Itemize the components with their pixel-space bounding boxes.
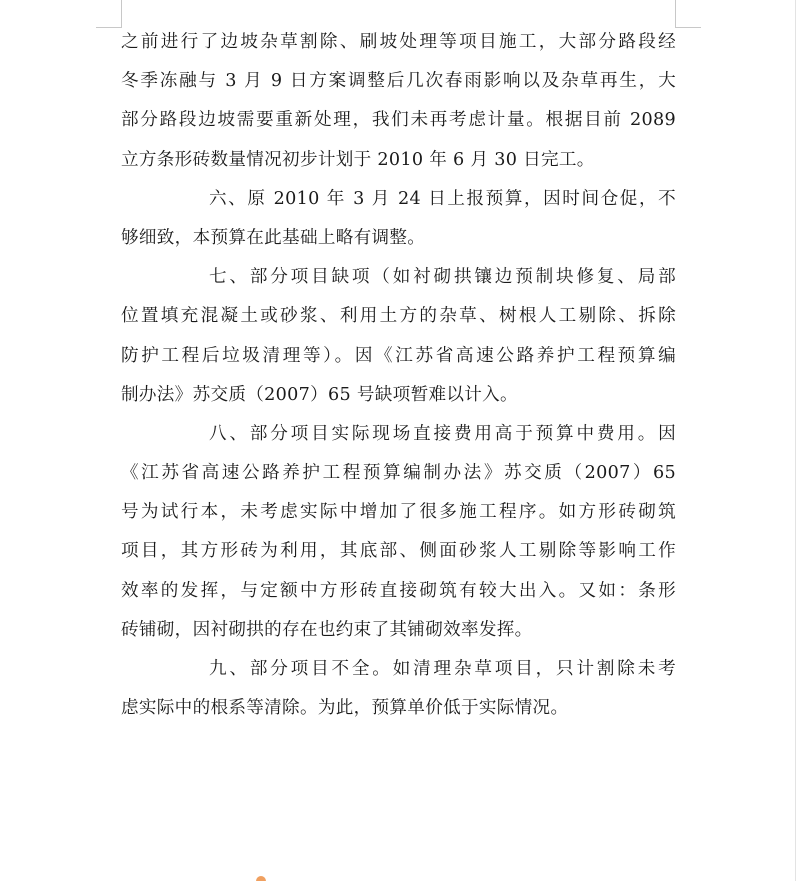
text-line: 虑实际中的根系等清除。为此，预算单价低于实际情况。 [121, 698, 569, 719]
text-line: 七、部分项目缺项（如衬砌拱镶边预制块修复、局部 [209, 267, 676, 288]
text-line: 够细致，本预算在此基础上略有调整。 [121, 227, 426, 248]
edit-marker-icon [256, 876, 266, 881]
text-line: 《江苏省高速公路养护工程预算编制办法》苏交质（2007）65 [121, 463, 676, 484]
text-line: 效率的发挥，与定额中方形砖直接砌筑有较大出入。又如：条形 [121, 580, 676, 601]
text-line: 九、部分项目不全。如清理杂草项目，只计割除未考 [209, 659, 676, 679]
crop-mark-top-right-horizontal [675, 27, 701, 28]
text-line: 冬季冻融与 3 月 9 日方案调整后几次春雨影响以及杂草再生，大 [121, 71, 676, 92]
text-line: 项目，其方形砖为利用，其底部、侧面砂浆人工剔除等影响工作 [121, 541, 676, 562]
crop-mark-top-left-horizontal [96, 27, 122, 28]
text-line: 防护工程后垃圾清理等）。因《江苏省高速公路养护工程预算编 [121, 345, 676, 366]
text-line: 六、原 2010 年 3 月 24 日上报预算，因时间仓促，不 [209, 188, 676, 209]
text-line: 部分路段边坡需要重新处理，我们未再考虑计量。根据目前 2089 [121, 110, 676, 131]
text-line: 立方条形砖数量情况初步计划于 2010 年 6 月 30 日完工。 [121, 149, 595, 170]
text-line: 砖铺砌，因衬砌拱的存在也约束了其铺砌效率发挥。 [121, 619, 533, 640]
document-body[interactable] [121, 23, 676, 728]
text-line: 位置填充混凝土或砂浆、利用土方的杂草、树根人工剔除、拆除 [121, 306, 676, 327]
text-line: 八、部分项目实际现场直接费用高于预算中费用。因 [209, 423, 676, 444]
text-line: 之前进行了边坡杂草割除、刷坡处理等项目施工，大部分路段经 [121, 32, 676, 52]
text-line: 号为试行本，未考虑实际中增加了很多施工程序。如方形砖砌筑 [121, 502, 676, 523]
text-line: 制办法》苏交质（2007）65 号缺项暂难以计入。 [121, 384, 518, 405]
